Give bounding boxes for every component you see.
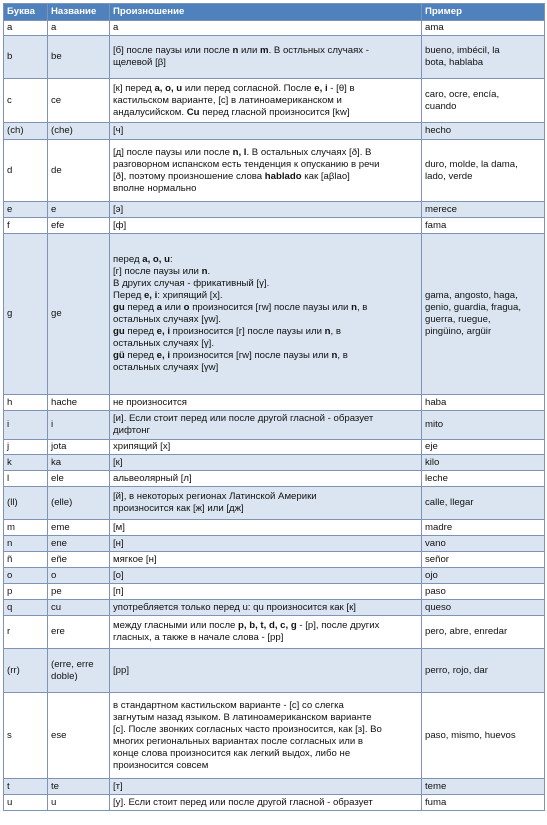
table-row (4, 395, 545, 411)
table-row (4, 79, 545, 123)
pronunciation-line: [к] (113, 456, 123, 468)
pronunciation-cell (110, 140, 422, 202)
example-line: calle, llegar (425, 497, 474, 508)
pronunciation-line: [э] (113, 203, 124, 215)
example-cell (422, 395, 545, 411)
table-row (4, 202, 545, 218)
name-cell (48, 21, 110, 36)
pronunciation-line: произносится как [ж] или [дж] (113, 503, 244, 514)
pronunciation-line: [и]. Если стоит перед или после другой гласной - образует (113, 413, 374, 424)
example-line: ojo (425, 569, 438, 581)
letter-line: p (7, 585, 13, 597)
pronunciation-line: остальных случаях [γw]. (113, 314, 221, 325)
example-cell (422, 487, 545, 520)
pronunciation-line: gu перед e, i произносится [г] после паузы или n, в (113, 326, 341, 337)
pronunciation-line: [т] (113, 780, 123, 792)
letter-line: d (7, 164, 13, 176)
name-cell (48, 218, 110, 234)
example-cell (422, 568, 545, 584)
example-cell (422, 140, 545, 202)
example-line: guerra, ruegue, (425, 314, 491, 325)
pronunciation-cell (110, 202, 422, 218)
letter-cell (4, 79, 48, 123)
name-line: te (51, 780, 60, 792)
pronunciation-cell (110, 218, 422, 234)
example-line: madre (425, 521, 453, 533)
pronunciation-line: многих региональных вариантах после согласных или в (113, 735, 363, 747)
example-cell (422, 616, 545, 649)
example-line: señor (425, 553, 449, 565)
name-line: (che) (51, 125, 73, 136)
pronunciation-line: хрипящий [х] (113, 441, 171, 452)
name-line: ese (51, 729, 67, 741)
pronunciation-line: [с]. После звонких согласных часто произносится, как [з]. Во (113, 723, 382, 735)
table-row (4, 234, 545, 395)
name-line: de (51, 164, 62, 176)
letter-cell (4, 440, 48, 455)
pronunciation-cell (110, 600, 422, 616)
letter-line: c (7, 94, 12, 106)
pronunciation-line: щелевой [β] (113, 57, 166, 68)
example-cell (422, 584, 545, 600)
name-cell (48, 487, 110, 520)
name-cell (48, 455, 110, 471)
name-cell (48, 140, 110, 202)
pronunciation-line: дифтонг (113, 425, 151, 436)
table-row (4, 140, 545, 202)
pronunciation-line: альвеолярный [л] (113, 472, 192, 484)
letter-line: ñ (7, 553, 13, 565)
name-line: efe (51, 219, 65, 231)
pronunciation-line: [рр] (113, 664, 130, 676)
name-line: o (51, 569, 57, 581)
letter-line: u (7, 796, 13, 808)
letter-line: m (7, 521, 15, 533)
example-line: cuando (425, 100, 457, 112)
example-cell (422, 455, 545, 471)
letter-line: s (7, 729, 12, 741)
pronunciation-cell (110, 440, 422, 455)
example-cell (422, 21, 545, 36)
name-line: eme (51, 521, 70, 533)
pronunciation-line: [о] (113, 569, 124, 581)
pronunciation-line: не произносится (113, 396, 187, 408)
example-line: bueno, imbécil, la (425, 45, 500, 56)
pronunciation-cell (110, 552, 422, 568)
example-line: bota, hablaba (425, 57, 484, 68)
name-line: pe (51, 585, 62, 597)
name-cell (48, 234, 110, 395)
example-cell (422, 693, 545, 779)
example-cell (422, 552, 545, 568)
pronunciation-line: употребляется только перед u: qu произносится как [к] (113, 601, 356, 613)
table-row (4, 616, 545, 649)
letter-line: q (7, 601, 13, 613)
letter-cell (4, 36, 48, 79)
header-name: Название (48, 4, 110, 21)
example-line: ama (425, 22, 444, 33)
pronunciation-cell (110, 795, 422, 811)
pronunciation-line: остальных случаях [γw] (113, 362, 219, 373)
letter-cell (4, 455, 48, 471)
pronunciation-line: gu перед a или o произносится [гw] после паузы или n, в (113, 302, 368, 313)
pronunciation-line: а (113, 22, 119, 33)
pronunciation-line: между гласными или после p, b, t, d, c, g - [р], после других (113, 620, 380, 631)
name-line: jota (51, 441, 67, 452)
example-cell (422, 79, 545, 123)
name-cell (48, 520, 110, 536)
name-cell (48, 36, 110, 79)
letter-cell (4, 202, 48, 218)
pronunciation-cell (110, 411, 422, 440)
letter-cell (4, 218, 48, 234)
name-line: ka (51, 456, 62, 468)
example-line: mito (425, 419, 444, 430)
pronunciation-line: [д] после паузы или после n, l. В остальных случаях [ð]. В (113, 146, 372, 158)
letter-cell (4, 779, 48, 795)
letter-line: o (7, 569, 13, 581)
letter-line: b (7, 51, 13, 62)
pronunciation-line: [й], в некоторых регионах Латинской Америки (113, 491, 317, 502)
example-line: perro, rojo, dar (425, 664, 488, 676)
example-line: eje (425, 441, 438, 452)
name-cell (48, 616, 110, 649)
pronunciation-cell (110, 21, 422, 36)
example-cell (422, 520, 545, 536)
pronunciation-line: [к] перед a, o, u или перед согласной. После e, i - [θ] в (113, 82, 355, 94)
letter-cell (4, 693, 48, 779)
letter-line: i (7, 419, 10, 430)
pronunciation-cell (110, 395, 422, 411)
letter-cell (4, 123, 48, 140)
pronunciation-line: остальных случаях [γ]. (113, 338, 214, 349)
example-line: leche (425, 472, 448, 484)
letter-line: l (7, 472, 10, 484)
table-row (4, 520, 545, 536)
pronunciation-cell (110, 649, 422, 693)
table-row (4, 36, 545, 79)
pronunciation-line: В других случая - фрикативный [γ]. (113, 278, 270, 289)
name-cell (48, 568, 110, 584)
pronunciation-line: [п] (113, 585, 124, 597)
letter-cell (4, 616, 48, 649)
pronunciation-line: [г] после паузы или n. (113, 266, 211, 277)
pronunciation-line: [ð], поэтому произношение слова hablado как [aβlao] (113, 170, 350, 182)
pronunciation-cell (110, 584, 422, 600)
example-line: duro, molde, la dama, (425, 158, 518, 170)
pronunciation-line: [н] (113, 537, 124, 549)
example-line: paso, mismo, huevos (425, 729, 516, 741)
example-line: fuma (425, 796, 447, 808)
letter-cell (4, 536, 48, 552)
name-cell (48, 779, 110, 795)
table-row (4, 536, 545, 552)
table-row (4, 568, 545, 584)
letter-line: a (7, 22, 13, 33)
letter-cell (4, 234, 48, 395)
pronunciation-line: загнутым назад языком. В латиноамериканском варианте (113, 711, 372, 723)
letter-line: f (7, 219, 10, 231)
table-row (4, 123, 545, 140)
pronunciation-cell (110, 123, 422, 140)
pronunciation-cell (110, 487, 422, 520)
name-line: eñe (51, 553, 68, 565)
example-cell (422, 600, 545, 616)
pronunciation-cell (110, 568, 422, 584)
name-line: a (51, 22, 57, 33)
pronunciation-cell (110, 536, 422, 552)
example-cell (422, 795, 545, 811)
name-cell (48, 395, 110, 411)
example-cell (422, 202, 545, 218)
name-cell (48, 79, 110, 123)
letter-cell (4, 552, 48, 568)
pronunciation-line: [м] (113, 521, 125, 533)
example-cell (422, 536, 545, 552)
example-line: kilo (425, 456, 440, 468)
example-line: hecho (425, 125, 452, 136)
example-cell (422, 234, 545, 395)
pronunciation-cell (110, 779, 422, 795)
letter-cell (4, 584, 48, 600)
example-line: teme (425, 780, 447, 792)
header-letter: Буква (4, 4, 48, 21)
letter-cell (4, 140, 48, 202)
example-line: caro, ocre, encía, (425, 88, 500, 100)
letter-cell (4, 568, 48, 584)
example-line: pingüino, argüir (425, 326, 492, 337)
pronunciation-cell (110, 616, 422, 649)
pronunciation-line: gü перед e, i произносится [гw] после паузы или n, в (113, 350, 348, 361)
letter-line: j (7, 441, 10, 452)
example-cell (422, 649, 545, 693)
letter-line: k (7, 456, 12, 468)
alphabet-table (3, 3, 545, 811)
name-line: ere (51, 626, 65, 637)
pronunciation-cell (110, 520, 422, 536)
pronunciation-cell (110, 234, 422, 395)
header-example: Пример (422, 4, 545, 21)
example-cell (422, 411, 545, 440)
name-line: (erre, erre doble) (51, 658, 94, 682)
letter-line: g (7, 308, 13, 319)
letter-line: t (7, 780, 10, 792)
name-cell (48, 411, 110, 440)
name-line: be (51, 51, 62, 62)
letter-cell (4, 395, 48, 411)
pronunciation-cell (110, 471, 422, 487)
table-row (4, 21, 545, 36)
name-cell (48, 584, 110, 600)
letter-cell (4, 649, 48, 693)
name-line: (elle) (51, 497, 73, 508)
name-line: cu (51, 601, 62, 613)
name-line: ce (51, 94, 62, 106)
table-row (4, 552, 545, 568)
letter-cell (4, 411, 48, 440)
name-cell (48, 202, 110, 218)
name-line: e (51, 203, 57, 215)
example-cell (422, 218, 545, 234)
name-cell (48, 795, 110, 811)
example-cell (422, 123, 545, 140)
letter-line: (ll) (7, 497, 18, 508)
name-cell (48, 600, 110, 616)
table-row (4, 471, 545, 487)
table-row (4, 455, 545, 471)
letter-cell (4, 471, 48, 487)
letter-cell (4, 21, 48, 36)
table-row (4, 218, 545, 234)
example-line: lado, verde (425, 170, 473, 182)
name-cell (48, 649, 110, 693)
table-row (4, 779, 545, 795)
letter-line: e (7, 203, 13, 215)
table-row (4, 795, 545, 811)
example-line: haba (425, 396, 447, 408)
pronunciation-line: андалусийском. Cu перед гласной произносится [kw] (113, 106, 350, 118)
example-line: pero, abre, enredar (425, 626, 508, 637)
pronunciation-cell (110, 455, 422, 471)
name-cell (48, 693, 110, 779)
example-cell (422, 471, 545, 487)
example-line: merece (425, 203, 457, 215)
pronunciation-line: [у]. Если стоит перед или после другой гласной - образует (113, 796, 373, 808)
name-cell (48, 440, 110, 455)
letter-cell (4, 795, 48, 811)
example-line: gama, angosto, haga, (425, 290, 518, 301)
pronunciation-line: мягкое [н] (113, 553, 157, 565)
letter-line: (rr) (7, 664, 20, 676)
header-row (4, 4, 545, 21)
name-line: i (51, 419, 54, 430)
name-line: ge (51, 308, 62, 319)
letter-cell (4, 520, 48, 536)
pronunciation-line: в стандартном кастильском варианте - [с] со слегка (113, 699, 344, 711)
pronunciation-line: [ч] (113, 125, 124, 136)
name-cell (48, 471, 110, 487)
name-line: hache (51, 396, 78, 408)
name-line: u (51, 796, 57, 808)
table-row (4, 649, 545, 693)
pronunciation-cell (110, 79, 422, 123)
example-cell (422, 36, 545, 79)
pronunciation-line: вполне нормально (113, 182, 197, 194)
name-cell (48, 552, 110, 568)
example-cell (422, 440, 545, 455)
example-line: queso (425, 601, 452, 613)
name-cell (48, 536, 110, 552)
pronunciation-cell (110, 36, 422, 79)
table-row (4, 600, 545, 616)
table-row (4, 584, 545, 600)
pronunciation-line: разговорном испанском есть тенденция к опусканию в речи (113, 158, 380, 170)
header-pronunciation: Произношение (110, 4, 422, 21)
letter-cell (4, 600, 48, 616)
pronunciation-cell (110, 693, 422, 779)
example-line: fama (425, 219, 447, 231)
example-line: paso (425, 585, 446, 597)
pronunciation-line: перед a, o, u: (113, 254, 173, 265)
table-body (4, 21, 545, 811)
pronunciation-line: конце слова произносится как легкий выдох, либо не (113, 747, 351, 759)
pronunciation-line: Перед e, i: хрипящий [х]. (113, 290, 223, 301)
name-line: ele (51, 472, 64, 484)
table-row (4, 693, 545, 779)
pronunciation-line: гласных, а также в начале слова - [рр] (113, 632, 284, 643)
letter-line: r (7, 626, 11, 637)
letter-line: h (7, 396, 13, 408)
name-line: ene (51, 537, 68, 549)
name-cell (48, 123, 110, 140)
pronunciation-line: [ф] (113, 219, 127, 231)
pronunciation-line: произносится совсем (113, 759, 209, 771)
example-line: genio, guardia, fragua, (425, 302, 522, 313)
pronunciation-line: [б] после паузы или после n или m. В остльных случаях - (113, 45, 369, 56)
table-row (4, 440, 545, 455)
pronunciation-line: кастильском варианте, [с] в латиноамериканском и (113, 94, 342, 106)
table-row (4, 487, 545, 520)
table-row (4, 411, 545, 440)
letter-cell (4, 487, 48, 520)
example-line: vano (425, 537, 446, 549)
letter-line: (ch) (7, 125, 24, 136)
example-cell (422, 779, 545, 795)
letter-line: n (7, 537, 13, 549)
